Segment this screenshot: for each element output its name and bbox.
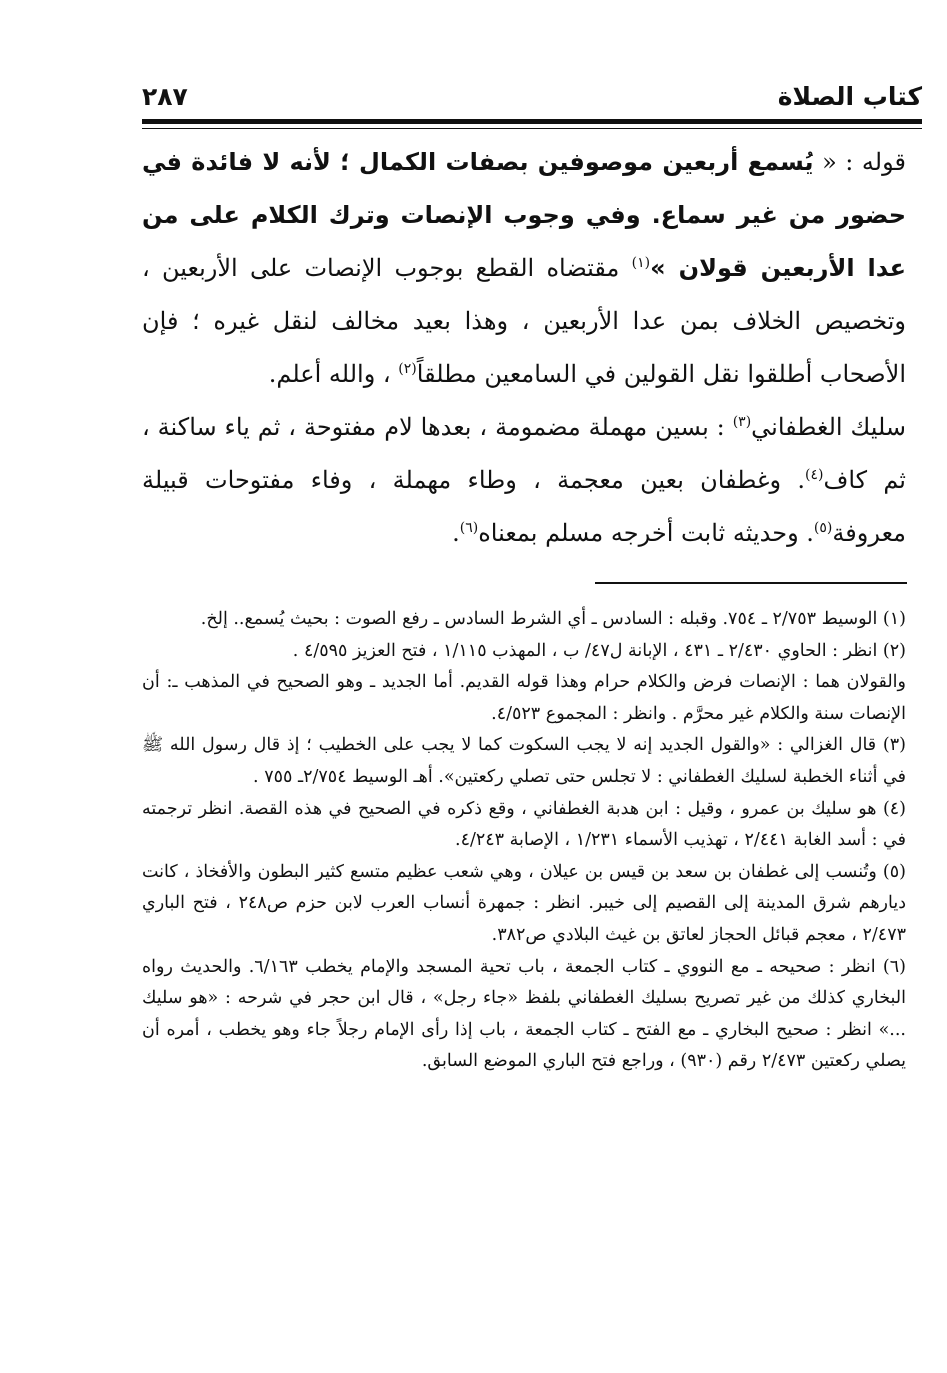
- footnote-2-line-1: (٢) انظر : الحاوي ٢/٤٣٠ ـ ٤٣١ ، الإبانة ل٤٧/ ب ، المهذب ١/١١٥ ، فتح العزيز ٤/٥٩٥ .: [292, 640, 906, 661]
- footnote-1: (١) الوسيط ٢/٧٥٣ ـ ٧٥٤. وقبله : السادس ـ أي الشرط السادس ـ رفع الصوت : بحيث يُسمع.. إلخ.: [200, 609, 906, 629]
- quote-label: قوله : «: [813, 148, 906, 176]
- header-rule-thick: [142, 119, 922, 124]
- footnote-5: (٥) وتُنسب إلى غطفان بن سعد بن قيس بن عيلان ، وهي شعب عظيم متسع كثير البطون والأفخاذ ، كانت ديارهم شرق المدينة إلى القصيم إلى خيبر. انظر : جمهرة أنساب العرب لابن حزم ص٢٤٨ ، فتح الباري ٢/٤٧٣ ، معجم قبائل الحجاز لعاتق بن غيث البلادي ص٣٨٢.: [142, 861, 906, 945]
- paragraph-2-part-d: . وحديثه ثابت أخرجه مسلم بمعناه: [478, 519, 814, 547]
- footnote-ref-6[interactable]: (٦): [459, 520, 479, 536]
- paragraph-2: [142, 401, 906, 560]
- footnote-ref-5[interactable]: (٥): [813, 520, 833, 536]
- footnote-4: (٤) هو سليك بن عمرو ، وقيل : ابن هدبة الغطفاني ، وقع ذكره في الصحيح في هذه القصة. انظر ترجمته في : أسد الغابة ٢/٤٤١ ، تهذيب الأسماء ١/٢٣١ ، الإصابة ٤/٢٤٣.: [142, 798, 906, 851]
- footnote-2-line-2: والقولان هما : الإنصات فرض والكلام حرام وهذا قوله القديم. أما الجديد ـ وهو الصحيح في المذهب ـ: أن الإنصات سنة والكلام غير محرَّم . وانظر : المجموع ٤/٥٢٣.: [142, 672, 906, 724]
- main-text: [142, 136, 906, 560]
- footnotes: [142, 604, 906, 1078]
- name-sulayk: سليك الغطفاني: [751, 413, 906, 441]
- paragraph-2-end: .: [452, 519, 460, 547]
- commentary-text: مقتضاه القطع بوجوب الإنصات على الأربعين ، وتخصيص الخلاف بمن عدا الأربعين ، وهذا بعيد مخالف لنقل غيره ؛ فإن الأصحاب أطلقوا نقل القولين في السامعين مطلقاً: [142, 254, 906, 388]
- paragraph-1: [142, 136, 906, 401]
- quoted-text: يُسمع أربعين موصوفين بصفات الكمال ؛ لأنه لا فائدة في حضور من غير سماع. وفي وجوب الإنصات وترك الكلام على من عدا الأربعين قولان »: [142, 148, 906, 282]
- footnote-ref-2[interactable]: (٢): [398, 361, 417, 377]
- paragraph-2-part-b: : بسين مهملة مضمومة ، بعدها لام مفتوحة ، ثم ياء ساكنة ، ثم كاف: [142, 413, 906, 494]
- footnote-6: (٦) انظر : صحيحه ـ مع النووي ـ كتاب الجمعة ، باب تحية المسجد والإمام يخطب ٦/١٦٣. والحديث رواه البخاري كذلك من غير تصريح بسليك الغطفاني بلفظ «جاء رجل» ، قال ابن حجر في شرحه : «هو سليك ...» انظر : صحيح البخاري ـ مع الفتح ـ كتاب الجمعة ، باب إذا رأى الإمام رجلاً جاء وهو يخطب ، أمره أن يصلي ركعتين ٢/٤٧٣ رقم (٩٣٠) ، وراجع فتح الباري الموضع السابق.: [142, 956, 906, 1072]
- header-rule-thin: [142, 128, 922, 129]
- page-header: [142, 80, 922, 120]
- footnote-ref-4[interactable]: (٤): [804, 467, 824, 483]
- paragraph-2-part-c: . وغطفان بعين معجمة ، وطاء مهملة ، وفاء مفتوحات قبيلة معروفة: [142, 466, 906, 547]
- page-number: ٢٨٧: [142, 82, 188, 111]
- footnote-separator: [595, 582, 907, 584]
- footnote-ref-1[interactable]: (١): [631, 255, 651, 271]
- footnote-3: (٣) قال الغزالي : «والقول الجديد إنه لا يجب السكوت كما لا يجب على الخطيب ؛ إذ قال رسول الله ﷺ في أثناء الخطبة لسليك الغطفاني : لا تجلس حتى تصلي ركعتين». أهـ الوسيط ٢/٧٥٤ـ ٧٥٥ .: [142, 735, 906, 787]
- footnote-ref-3[interactable]: (٣): [732, 414, 752, 430]
- commentary-end: ، والله أعلم.: [268, 360, 391, 388]
- chapter-title: كتاب الصلاة: [777, 82, 922, 111]
